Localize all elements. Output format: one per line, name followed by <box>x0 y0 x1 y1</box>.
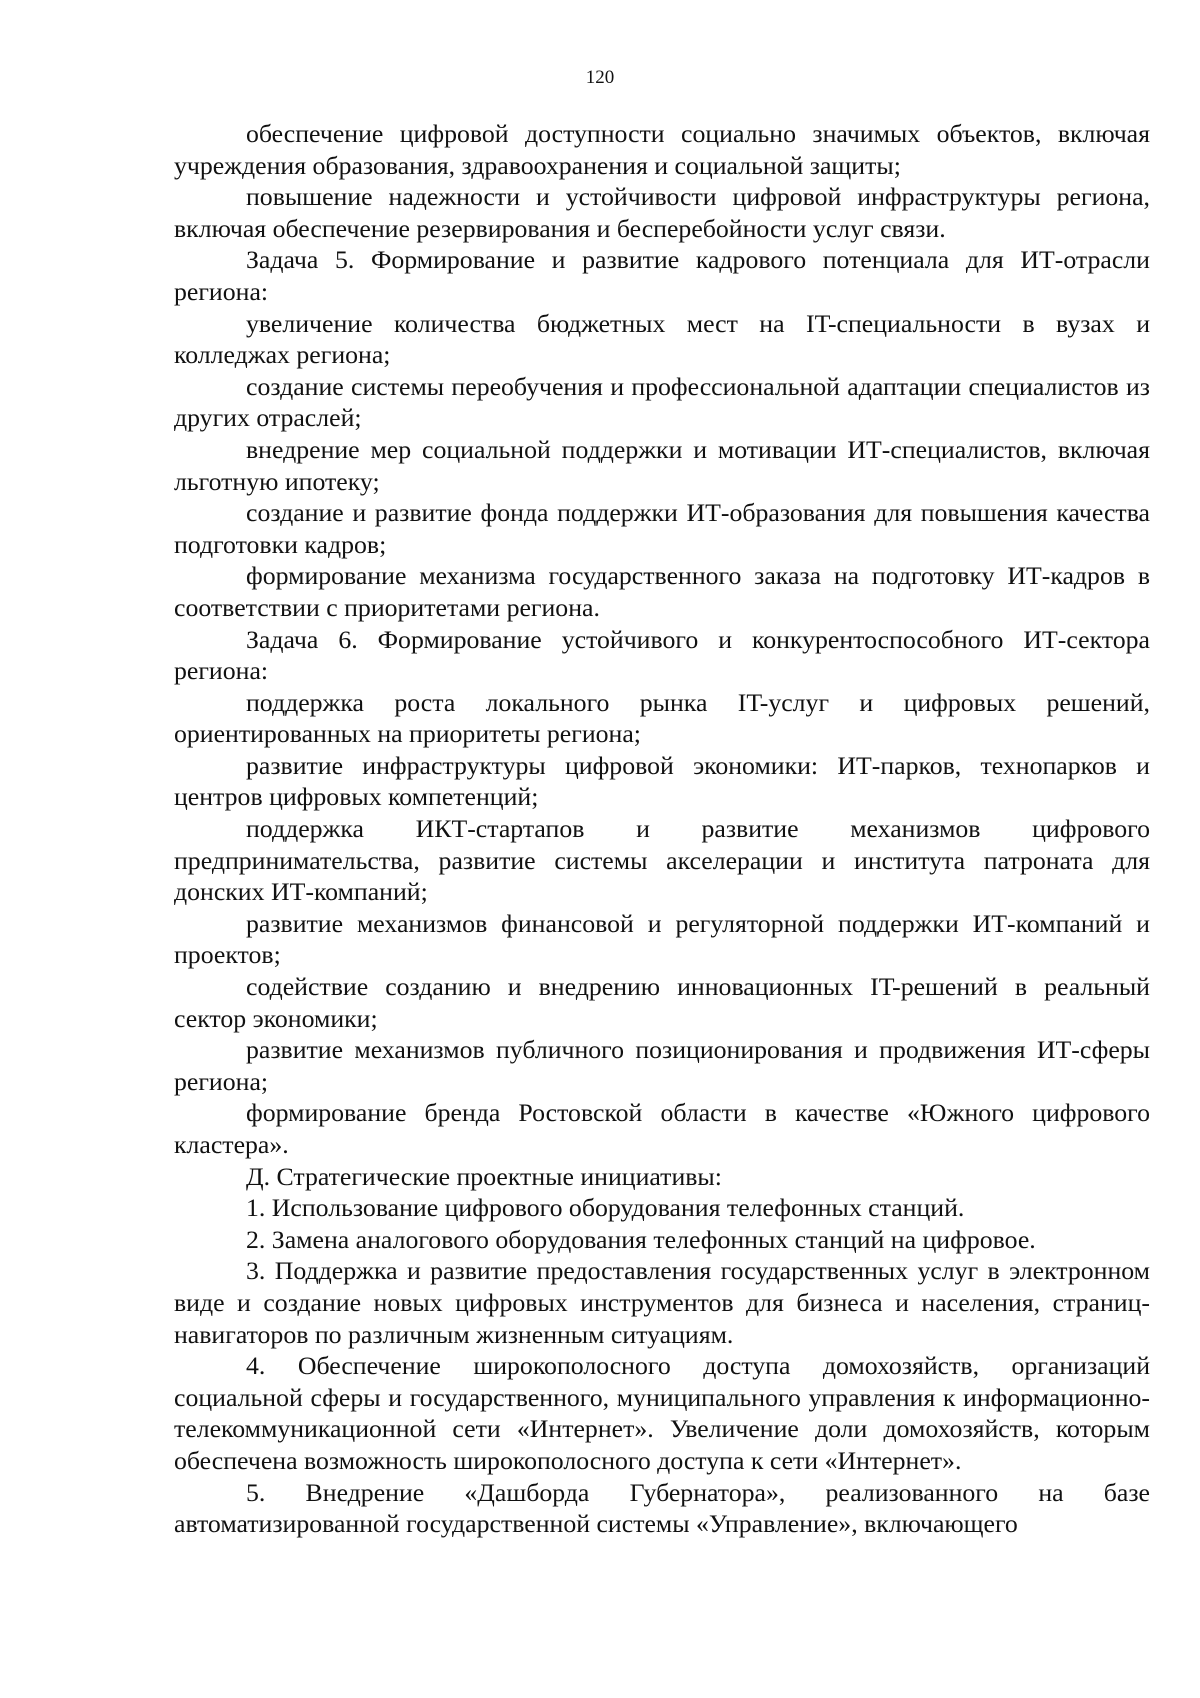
paragraph: обеспечение цифровой доступности социально значимых объектов, включая учреждения образования, здравоохранения и социальной защиты; <box>174 119 1150 180</box>
paragraph: Задача 6. Формирование устойчивого и конкурентоспособного ИТ-сектора региона: <box>174 624 1150 686</box>
paragraph: формирование бренда Ростовской области в качестве «Южного цифрового кластера». <box>174 1098 1150 1159</box>
body-text <box>174 118 1150 1540</box>
paragraph: повышение надежности и устойчивости цифровой инфраструктуры региона, включая обеспечение резервирования и бесперебойности услуг связи. <box>174 182 1150 243</box>
paragraph: 1. Использование цифрового оборудования телефонных станций. <box>246 1193 965 1223</box>
paragraph: развитие механизмов публичного позиционирования и продвижения ИТ-сферы региона; <box>174 1035 1150 1096</box>
paragraph: формирование механизма государственного заказа на подготовку ИТ-кадров в соответствии с приоритетами региона. <box>174 561 1150 622</box>
paragraph: поддержка роста локального рынка IT-услуг и цифровых решений, ориентированных на приоритеты региона; <box>174 687 1150 749</box>
paragraph: 2. Замена аналогового оборудования телефонных станций на цифровое. <box>246 1224 1036 1254</box>
paragraph: 4. Обеспечение широкополосного доступа домохозяйств, организаций социальной сферы и государственного, муниципального управления к информационно-телекоммуникационной сети «Интернет». Увеличение доли домохозяйств, которым обеспечена возможность широкополосного доступа к сети «Интернет». <box>174 1351 1150 1475</box>
paragraph: Задача 5. Формирование и развитие кадрового потенциала для ИТ-отрасли региона: <box>174 245 1150 306</box>
paragraph: развитие инфраструктуры цифровой экономики: ИТ-парков, технопарков и центров цифровых компетенций; <box>174 750 1150 812</box>
paragraph: поддержка ИКТ-стартапов и развитие механизмов цифрового предпринимательства, развитие системы акселерации и института патроната для донских ИТ-компаний; <box>174 814 1150 907</box>
paragraph: развитие механизмов финансовой и регуляторной поддержки ИТ-компаний и проектов; <box>174 908 1150 970</box>
paragraph: внедрение мер социальной поддержки и мотивации ИТ-специалистов, включая льготную ипотеку; <box>174 434 1150 496</box>
paragraph: увеличение количества бюджетных мест на IT-специальности в вузах и колледжах региона; <box>174 308 1150 370</box>
section-heading: Д. Стратегические проектные инициативы: <box>246 1161 722 1191</box>
paragraph: 3. Поддержка и развитие предоставления государственных услуг в электронном виде и создание новых цифровых инструментов для бизнеса и населения, страниц-навигаторов по различным жизненным ситуациям. <box>174 1256 1150 1349</box>
paragraph: содействие созданию и внедрению инновационных IT-решений в реальный сектор экономики; <box>174 972 1150 1033</box>
page-number: 120 <box>585 67 615 88</box>
paragraph: 5. Внедрение «Дашборда Губернатора», реализованного на базе автоматизированной государственной системы «Управление», включающего <box>174 1477 1150 1539</box>
paragraph: создание и развитие фонда поддержки ИТ-образования для повышения качества подготовки кадров; <box>174 498 1150 559</box>
paragraph: создание системы переобучения и профессиональной адаптации специалистов из других отраслей; <box>174 371 1150 433</box>
